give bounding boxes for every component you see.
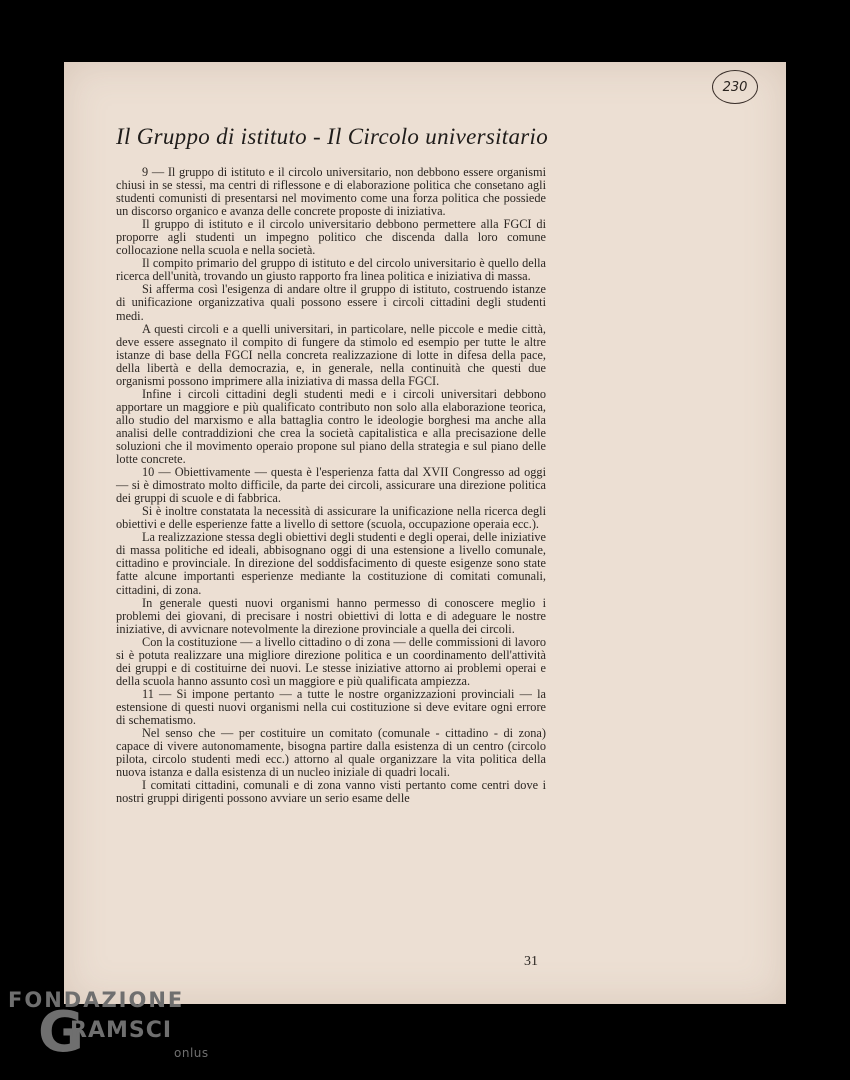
- logo-line-3: onlus: [174, 1046, 209, 1060]
- logo-line-2: RAMSCI: [70, 1018, 173, 1043]
- page-number: 31: [524, 954, 538, 969]
- paragraph: Il gruppo di istituto e il circolo universitario debbono permettere alla FGCI di proporre agli studenti un impegno politico che discenda dalla loro comune collocazione nella scuola e nella società.: [116, 217, 546, 258]
- archive-stamp: 230: [712, 70, 758, 104]
- paragraph: 11 — Si impone pertanto — a tutte le nostre organizzazioni provinciali — la estensione di questi nuovi organismi nella cui costituzione si deve evitare ogni errore di schematismo.: [116, 686, 546, 727]
- page-title: Il Gruppo di istituto - Il Circolo universitario: [116, 124, 549, 149]
- logo-g-mark: G: [38, 1000, 84, 1065]
- body-text: [116, 166, 546, 805]
- fondazione-gramsci-logo: [8, 988, 218, 1078]
- paragraph: Si afferma così l'esigenza di andare oltre il gruppo di istituto, costruendo istanze di unificazione organizzativa quali possono essere i circoli cittadini degli studenti medi.: [116, 282, 546, 323]
- paragraph: I comitati cittadini, comunali e di zona vanno visti pertanto come centri dove i nostri gruppi dirigenti possono avviare un serio esame delle: [116, 778, 546, 806]
- paragraph: Si è inoltre constatata la necessità di assicurare la unificazione nella ricerca degli obiettivi e delle esperienze fatte a livello di settore (scuola, occupazione operaia ecc.).: [116, 504, 546, 532]
- paragraph: In generale questi nuovi organismi hanno permesso di conoscere meglio i problemi dei giovani, di precisare i nostri obiettivi di lotta e di adeguare le nostre iniziative, di avvicnare notevolmente la direzione provinciale a quella dei circoli.: [116, 595, 546, 636]
- paragraph: A questi circoli e a quelli universitari, in particolare, nelle piccole e medie città, deve essere assegnato il compito di fungere da stimolo ed esempio per tutte le altre istanze di base della FGCI nella concreta realizzazione di lotte in difesa della pace, della libertà e della democrazia, e, in generale, nella continuità che questi due organismi possono imprimere alla iniziativa di massa della FGCI.: [116, 321, 546, 388]
- logo-line-1: FONDAZIONE: [8, 988, 185, 1012]
- paragraph: La realizzazione stessa degli obiettivi degli studenti e degli operai, delle iniziative di massa politiche ed ideali, abbisognano oggi di una estensione a livello comunale, cittadino e provinciale. In direzione del soddisfacimento di queste esigenze sono state fatte alcune importanti esperienze mediante la costituzione di comitati comunali, cittadini, di zona.: [116, 530, 546, 597]
- document-page: [64, 62, 786, 1004]
- paragraph: Infine i circoli cittadini degli studenti medi e i circoli universitari debbono apportare un maggiore e più qualificato contributo non solo alla elaborazione teorica, allo studio del marxismo e alla battaglia contro le ideologie borghesi ma anche alla analisi delle contraddizioni che crea la società capitalistica e alla precisazione delle soluzioni che il movimento operaio propone sul piano della strategia e sul piano delle lotte concrete.: [116, 386, 546, 467]
- paragraph: Il compito primario del gruppo di istituto e del circolo universitario è quello della ricerca dell'unità, trovando un giusto rapporto fra linea politica e iniziativa di massa.: [116, 256, 546, 284]
- paragraph: 9 — Il gruppo di istituto e il circolo universitario, non debbono essere organismi chiusi in se stessi, ma centri di riflessone e di elaborazione politica che consetano agli studenti comunisti di presentarsi nel movimento come una forza politica che possiede un discorso organico e avanza delle concrete proposte di iniziativa.: [116, 165, 546, 219]
- paragraph: 10 — Obiettivamente — questa è l'esperienza fatta dal XVII Congresso ad oggi — si è dimostrato molto difficile, da parte dei circoli, assicurare una direzione politica dei gruppi di scuole e di fabbrica.: [116, 465, 546, 506]
- paragraph: Con la costituzione — a livello cittadino o di zona — delle commissioni di lavoro si è potuta realizzare una migliore direzione politica e un coordinamento dell'attività dei gruppi e di costituirne dei nuovi. Le stesse iniziative attorno ai problemi operai e della scuola hanno assunto così un maggiore e più qualificata ampiezza.: [116, 634, 546, 688]
- paragraph: Nel senso che — per costituire un comitato (comunale - cittadino - di zona) capace di vivere autonomamente, bisogna partire dalla esistenza di un centro (circolo pilota, circolo studenti medi ecc.) attorno al quale organizzare la vita politica della nuova istanza e dalla esistenza di un nucleo iniziale di quadri locali.: [116, 726, 546, 780]
